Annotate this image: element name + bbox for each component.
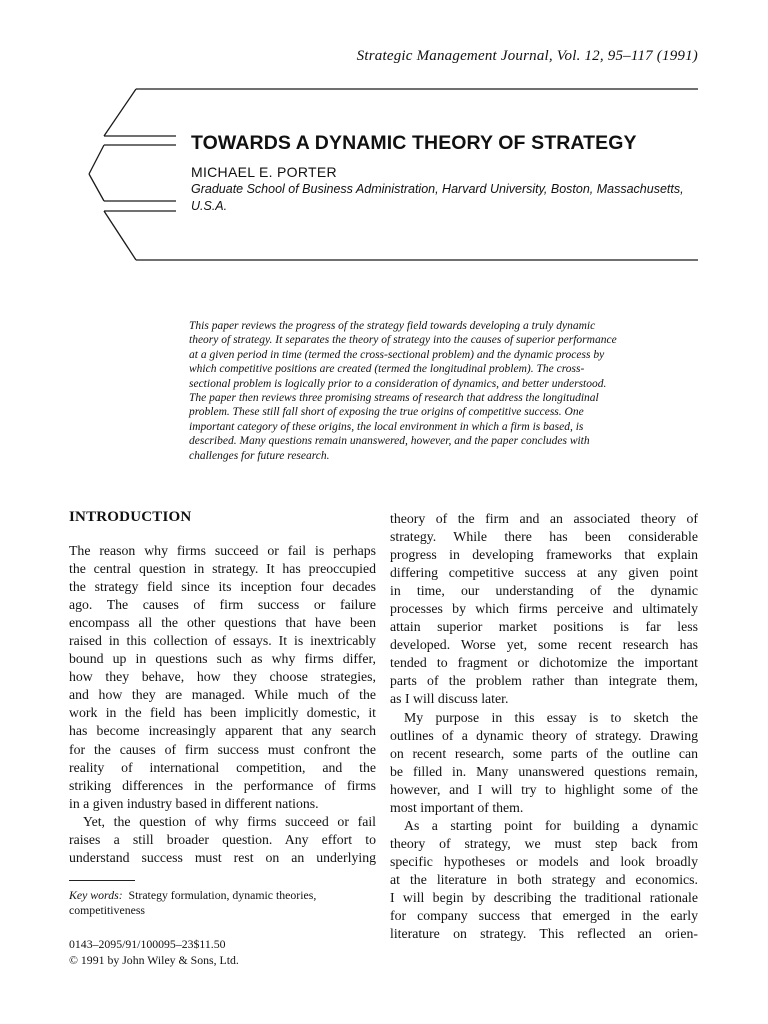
body-line: reality of international competition, and the: [69, 759, 376, 775]
abstract-line: problem. These still fall short of exposing the true origins of competitive success. One: [189, 406, 584, 419]
body-line: Yet, the question of why firms succeed or fail: [83, 813, 376, 829]
body-line: processes by which firms perceive and ultimately: [390, 601, 698, 617]
keywords-text: Strategy formulation, dynamic theories, competitiveness: [69, 888, 317, 917]
body-line: progress in developing frameworks that explain: [390, 547, 698, 563]
body-line: strategy. While there has been considerable: [390, 529, 698, 545]
body-line: for the causes of firm success must confront the: [69, 741, 376, 757]
abstract-line: at a given period in time (termed the cross-sectional problem) and the dynamic process by: [189, 348, 605, 361]
body-line: as I will discuss later.: [390, 691, 509, 707]
body-line: differing competitive success at any given point: [390, 565, 698, 581]
abstract-line: theory of strategy. It separates the theory of strategy into the causes of superior performance: [189, 334, 617, 347]
journal-reference: Strategic Management Journal, Vol. 12, 95–117 (1991): [356, 48, 698, 64]
body-line: tended to fragment or dichotomize the important: [390, 655, 698, 671]
body-line: ago. The causes of firm success or failure: [69, 597, 376, 613]
body-line: the central question in strategy. It has preoccupied: [69, 561, 376, 577]
body-line: My purpose in this essay is to sketch the: [404, 709, 698, 725]
body-line: and how they are managed. While much of the: [69, 687, 376, 703]
body-line: parts of the problem rather than integrate them,: [390, 673, 698, 689]
body-line: literature on strategy. This reflected an orien-: [390, 926, 698, 942]
body-line: understand success must rest on an underlying: [69, 849, 376, 865]
keywords-label: Key words:: [69, 888, 123, 902]
body-line: work in the field has been implicitly domestic, it: [69, 705, 376, 721]
copyright-notice: © 1991 by John Wiley & Sons, Ltd.: [69, 952, 239, 967]
body-line: however, and I will try to highlight some of the: [390, 781, 698, 797]
body-line: in time, our understanding of the dynamic: [390, 583, 698, 599]
body-line: on recent research, some parts of the outline can: [390, 745, 698, 761]
paper-title: TOWARDS A DYNAMIC THEORY OF STRATEGY: [191, 132, 637, 154]
abstract-line: important category of these origins, the local environment in which a firm is based, is: [189, 420, 584, 433]
body-line: striking differences in the performance of firms: [69, 777, 376, 793]
body-line: raises a still broader question. Any effort to: [69, 831, 376, 847]
abstract-line: The paper then reviews three promising streams of research that address the longitudinal: [189, 392, 599, 405]
body-column-right: [390, 510, 698, 943]
body-line: developed. Worse yet, some recent research has: [390, 637, 698, 653]
body-line: The reason why firms succeed or fail is perhaps: [69, 543, 376, 558]
body-line: I will begin by describing the traditional rationale: [390, 889, 698, 905]
publication-footer: [69, 937, 239, 968]
body-column-left: [69, 542, 376, 867]
author-name: MICHAEL E. PORTER: [191, 164, 337, 180]
abstract: [189, 319, 699, 463]
abstract-line: This paper reviews the progress of the strategy field towards developing a truly dynamic: [189, 320, 596, 332]
author-affiliation: Graduate School of Business Administration, Harvard University, Boston, Massachusetts, U.S.A.: [191, 182, 684, 213]
issn-code: 0143–2095/91/100095–23$11.50: [69, 937, 226, 951]
body-line: attain superior market positions is far less: [390, 619, 698, 635]
body-line: for company success that emerged in the early: [390, 908, 698, 924]
abstract-line: sectional problem is logically prior to a consideration of dynamics, and better understood.: [189, 377, 607, 390]
body-line: encompass all the other questions that have been: [69, 615, 376, 631]
body-line: As a starting point for building a dynamic: [404, 817, 698, 833]
body-line: bound up in questions such as why firms differ,: [69, 651, 376, 667]
body-line: the strategy field since its inception four decades: [69, 579, 376, 595]
abstract-line: which competitive positions are created (termed the longitudinal problem). The cross-: [189, 363, 585, 376]
keywords: [69, 888, 379, 918]
body-line: specific hypotheses or models and look broadly: [390, 853, 698, 869]
footnote-rule: [69, 880, 135, 881]
body-line: has become increasingly apparent that any search: [69, 723, 376, 739]
abstract-line: challenges for future research.: [189, 449, 330, 462]
body-line: how they behave, how they choose strategies,: [69, 669, 376, 685]
body-line: raised in this collection of essays. It is inextricably: [69, 633, 376, 649]
body-line: most important of them.: [390, 799, 524, 815]
abstract-line: described. Many questions remain unanswered, however, and the paper concludes with: [189, 435, 590, 448]
body-line: theory of strategy, we must step back from: [390, 835, 698, 851]
body-line: theory of the firm and an associated theory of: [390, 511, 698, 526]
section-heading: INTRODUCTION: [69, 509, 192, 525]
body-line: in a given industry based in different nations.: [69, 795, 319, 811]
body-line: outlines of a dynamic theory of strategy. Drawing: [390, 727, 698, 743]
body-line: be filled in. Many unanswered questions remain,: [390, 763, 698, 779]
body-line: at the literature in both strategy and economics.: [390, 871, 698, 887]
